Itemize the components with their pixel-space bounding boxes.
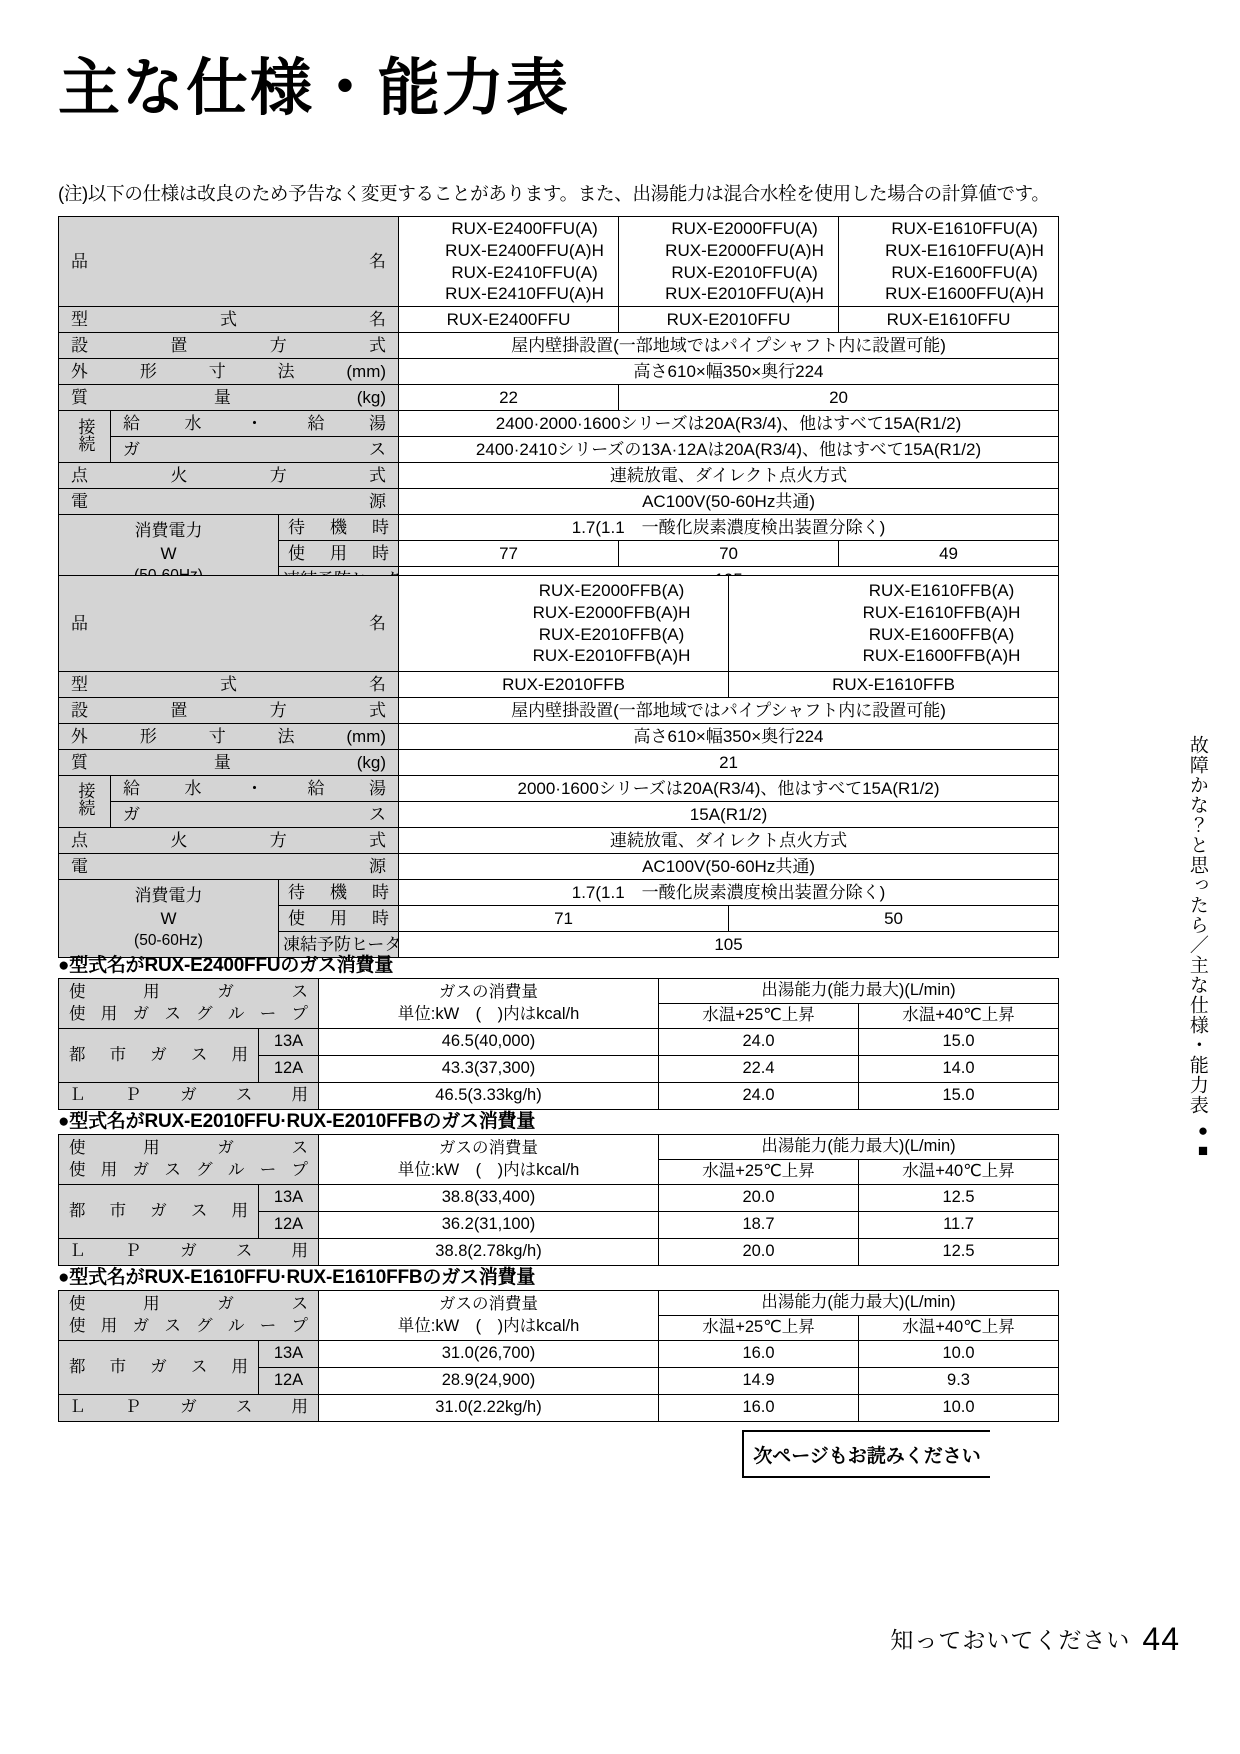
- gas-consumption-value: 43.3(37,300): [319, 1056, 659, 1083]
- hdr-group-h: プ: [291, 1316, 308, 1335]
- product-name: RUX-E1600FFU(A)H: [885, 284, 1044, 304]
- table-row: [59, 333, 1059, 359]
- product-name: RUX-E2410FFU(A)H: [445, 284, 604, 304]
- gas-consumption-value: 31.0(2.22kg/h): [319, 1395, 659, 1422]
- label-product-name-a: 品: [71, 613, 88, 633]
- hdr-gas-a: 使: [69, 1139, 86, 1158]
- side-chapter-label: 故障かな？と思ったら／主な仕様・能力表: [1186, 735, 1208, 1115]
- capacity-40-value: 9.3: [859, 1368, 1059, 1395]
- product-list-col2: [619, 217, 839, 307]
- label-install-d: 式: [369, 700, 387, 720]
- hdr-group-f: ル: [227, 1004, 245, 1023]
- next-page-callout: [742, 1430, 1020, 1478]
- hdr-group-e: グ: [196, 1316, 213, 1335]
- capacity-25-value: 16.0: [659, 1395, 859, 1422]
- label-gas-a: ガ: [123, 804, 140, 824]
- label-power-a: 電: [71, 856, 88, 876]
- freeze-heater-value: 105: [399, 932, 1059, 958]
- label-install-b: 置: [170, 700, 188, 720]
- label-product-name-a: 品: [71, 251, 88, 271]
- capacity-40-value: 15.0: [859, 1029, 1059, 1056]
- gas-consumption-value: 46.5(3.33kg/h): [319, 1083, 659, 1110]
- lbl-citygas-a: 都: [69, 1045, 86, 1064]
- lbl-citygas-d: ス: [190, 1357, 208, 1376]
- label-gas-b: ス: [369, 804, 387, 824]
- label-inuse-b: 用: [330, 908, 348, 928]
- product-name: RUX-E2400FFU(A)H: [445, 240, 604, 260]
- hdr-temp25: 水温+25℃上昇: [659, 1004, 859, 1029]
- label-power-a: 電: [71, 491, 88, 511]
- label-install-d: 式: [369, 335, 387, 355]
- hdr-gas-c: ガ: [217, 983, 234, 1002]
- spec-table-ffb: [58, 575, 1059, 958]
- label-install-a: 設: [71, 335, 88, 355]
- label-inuse-c: 時: [372, 908, 390, 928]
- hdr-consumption-line1: ガスの消費量: [439, 1295, 538, 1314]
- hdr-consumption: [319, 979, 659, 1029]
- product-name: RUX-E2010FFB(A)H: [532, 646, 691, 666]
- dimensions-value: 高さ610×幅350×奥行224: [399, 359, 1059, 385]
- gas-connection-value: 15A(R1/2): [399, 802, 1059, 828]
- label-dim-d: 法: [277, 726, 295, 746]
- lbl-lpgas-c: ガ: [180, 1398, 197, 1417]
- product-name: RUX-E1600FFU(A): [891, 262, 1038, 282]
- gas-consumption-value: 38.8(33,400): [319, 1185, 659, 1212]
- table-row: [59, 385, 1059, 411]
- label-model-b: 式: [220, 674, 238, 694]
- hdr-gas-b: 用: [143, 1139, 160, 1158]
- gas-group: 12A: [259, 1368, 319, 1395]
- capacity-40-value: 14.0: [859, 1056, 1059, 1083]
- standby-value: 1.7(1.1 一酸化炭素濃度検出装置分除く): [399, 515, 1059, 541]
- gas-consumption-value: 38.8(2.78kg/h): [319, 1239, 659, 1266]
- label-dim-a: 外: [71, 726, 88, 746]
- capacity-25-value: 14.9: [659, 1368, 859, 1395]
- power-source-value: AC100V(50-60Hz共通): [399, 489, 1059, 515]
- capacity-25-value: 20.0: [659, 1185, 859, 1212]
- hdr-consumption-line2: 単位:kW ( )内はkcal/h: [397, 1004, 580, 1023]
- label-dim-a: 外: [71, 361, 88, 381]
- table-row: [59, 776, 1059, 802]
- table-row: [59, 307, 1059, 333]
- lbl-citygas-e: 用: [231, 1045, 248, 1064]
- model-name-value: RUX-E2010FFB: [399, 672, 729, 698]
- product-list-col2: [729, 576, 1059, 672]
- label-product-name-b: 名: [369, 613, 387, 633]
- capacity-25-value: 18.7: [659, 1212, 859, 1239]
- lbl-lpgas-e: 用: [291, 1086, 308, 1105]
- gas-group: 13A: [259, 1341, 319, 1368]
- label-water-b: 水: [184, 413, 202, 433]
- label-inuse-b: 用: [330, 543, 348, 563]
- gas-consumption-table-1: [58, 978, 1059, 1110]
- hdr-gas-d: ス: [291, 1295, 308, 1314]
- label-water-d: 給: [307, 778, 325, 798]
- inuse-value: 77: [399, 541, 619, 567]
- label-connection: 接続: [75, 781, 95, 816]
- capacity-40-value: 12.5: [859, 1239, 1059, 1266]
- label-weight-b: 量: [213, 387, 231, 407]
- label-install-c: 方: [269, 335, 287, 355]
- product-name: RUX-E2010FFU(A)H: [665, 284, 824, 304]
- side-chapter-marks: [1186, 1121, 1220, 1160]
- label-dim-unit: (mm): [346, 726, 387, 746]
- label-dim-b: 形: [139, 726, 157, 746]
- hdr-group-g: ー: [259, 1004, 277, 1023]
- capacity-40-value: 10.0: [859, 1395, 1059, 1422]
- ignition-value: 連続放電、ダイレクト点火方式: [399, 463, 1059, 489]
- hdr-temp25: 水温+25℃上昇: [659, 1160, 859, 1185]
- label-install-a: 設: [71, 700, 88, 720]
- hdr-group-b: 用: [100, 1004, 118, 1023]
- page-number: 44: [1142, 1621, 1180, 1657]
- product-name: RUX-E2010FFB(A): [538, 624, 685, 644]
- lbl-lpgas-d: ス: [235, 1398, 253, 1417]
- capacity-40-value: 15.0: [859, 1083, 1059, 1110]
- power-source-value: AC100V(50-60Hz共通): [399, 854, 1059, 880]
- hdr-group-h: プ: [291, 1004, 308, 1023]
- label-ign-c: 方: [269, 830, 287, 850]
- lbl-lpgas-b: Ｐ: [124, 1398, 142, 1417]
- product-list-col1: [399, 217, 619, 307]
- label-power-b: 源: [369, 491, 387, 511]
- hdr-temp40: 水温+40℃上昇: [859, 1316, 1059, 1341]
- lbl-lpgas-d: ス: [235, 1086, 253, 1105]
- table-row: [59, 437, 1059, 463]
- label-consumption-unit: W: [160, 544, 177, 564]
- hdr-group-d: ス: [164, 1004, 181, 1023]
- hdr-group-f: ル: [227, 1316, 245, 1335]
- model-name-value: RUX-E2400FFU: [399, 307, 619, 333]
- label-water-a: 給: [123, 413, 140, 433]
- lbl-lpgas-d: ス: [235, 1242, 253, 1261]
- product-name: RUX-E1610FFB(A): [868, 581, 1015, 600]
- hdr-group-h: プ: [291, 1160, 308, 1179]
- table-row: [59, 854, 1059, 880]
- page-footer: [890, 1621, 1180, 1658]
- table-row: [59, 1341, 1059, 1368]
- lbl-lpgas-c: ガ: [180, 1086, 197, 1105]
- gas-consumption-value: 46.5(40,000): [319, 1029, 659, 1056]
- lbl-citygas-d: ス: [190, 1201, 208, 1220]
- hdr-consumption: [319, 1291, 659, 1341]
- gas-group: 13A: [259, 1185, 319, 1212]
- install-method-value: 屋内壁掛設置(一部地域ではパイプシャフト内に設置可能): [399, 698, 1059, 724]
- hdr-consumption: [319, 1135, 659, 1185]
- side-chapter-tab: [1186, 735, 1220, 1160]
- label-weight-a: 質: [71, 387, 88, 407]
- label-ign-b: 火: [170, 830, 188, 850]
- lbl-citygas-d: ス: [190, 1045, 208, 1064]
- hdr-gas-b: 用: [143, 983, 160, 1002]
- label-consumption: 消費電力: [134, 521, 203, 541]
- hdr-temp25: 水温+25℃上昇: [659, 1316, 859, 1341]
- hdr-group-e: グ: [196, 1004, 213, 1023]
- hdr-group-d: ス: [164, 1316, 181, 1335]
- circle-bullet-icon: ●: [1197, 1121, 1209, 1140]
- label-standby-b: 機: [330, 517, 348, 537]
- product-name: RUX-E1610FFU(A): [891, 219, 1038, 238]
- product-name: RUX-E2010FFU(A): [671, 262, 818, 282]
- capacity-25-value: 24.0: [659, 1029, 859, 1056]
- capacity-25-value: 22.4: [659, 1056, 859, 1083]
- hdr-gas-d: ス: [291, 1139, 308, 1158]
- label-ign-d: 式: [369, 830, 387, 850]
- spec-table-ffu: [58, 216, 1059, 593]
- label-gas-b: ス: [369, 439, 387, 459]
- label-dim-unit: (mm): [346, 361, 387, 381]
- hdr-consumption-line2: 単位:kW ( )内はkcal/h: [397, 1316, 580, 1335]
- hdr-gas-a: 使: [69, 1295, 86, 1314]
- label-weight-unit: (kg): [356, 387, 387, 407]
- table-row: [59, 828, 1059, 854]
- label-consumption-hz: (50-60Hz): [134, 931, 203, 949]
- table-row: [59, 979, 1059, 1004]
- product-name: RUX-E2000FFU(A)H: [665, 240, 824, 260]
- gas-table-heading-3: ●型式名がRUX-E1610FFU·RUX-E1610FFBのガス消費量: [58, 1267, 536, 1288]
- inuse-value: 50: [729, 906, 1059, 932]
- capacity-25-value: 24.0: [659, 1083, 859, 1110]
- label-ign-a: 点: [71, 465, 88, 485]
- lbl-lpgas-a: Ｌ: [69, 1242, 86, 1261]
- model-name-value: RUX-E1610FFU: [839, 307, 1059, 333]
- lbl-citygas-a: 都: [69, 1201, 86, 1220]
- table-row: [59, 724, 1059, 750]
- product-name: RUX-E2000FFB(A)H: [532, 602, 691, 622]
- hdr-group-g: ー: [259, 1316, 277, 1335]
- model-name-value: RUX-E2010FFU: [619, 307, 839, 333]
- gas-consumption-table-3: [58, 1290, 1059, 1422]
- gas-table-heading-1: ●型式名がRUX-E2400FFUのガス消費量: [58, 955, 394, 976]
- weight-value: 21: [399, 750, 1059, 776]
- table-row: [59, 217, 1059, 307]
- inuse-value: 70: [619, 541, 839, 567]
- table-row: [59, 1291, 1059, 1316]
- lbl-citygas-e: 用: [231, 1201, 248, 1220]
- table-row: [59, 1029, 1059, 1056]
- label-standby-c: 時: [372, 517, 390, 537]
- water-hot-value: 2000·1600シリーズは20A(R3/4)、他はすべて15A(R1/2): [399, 776, 1059, 802]
- label-standby-b: 機: [330, 882, 348, 902]
- label-water-c: ・: [246, 413, 263, 433]
- label-inuse-c: 時: [372, 543, 390, 563]
- capacity-40-value: 11.7: [859, 1212, 1059, 1239]
- table-row: [59, 672, 1059, 698]
- label-install-c: 方: [269, 700, 287, 720]
- label-power-b: 源: [369, 856, 387, 876]
- hdr-capacity: 出湯能力(能力最大)(L/min): [659, 1135, 1059, 1160]
- inuse-value: 71: [399, 906, 729, 932]
- product-name: RUX-E2000FFU(A): [671, 219, 818, 238]
- label-inuse-a: 使: [288, 908, 305, 928]
- label-dim-c: 寸: [208, 361, 226, 381]
- table-row: [59, 489, 1059, 515]
- table-row: [59, 698, 1059, 724]
- hdr-group-c: ガ: [132, 1004, 150, 1023]
- product-name: RUX-E1610FFB(A)H: [862, 602, 1021, 622]
- dimensions-value: 高さ610×幅350×奥行224: [399, 724, 1059, 750]
- label-water-e: 湯: [369, 413, 386, 433]
- label-model-a: 型: [71, 309, 88, 329]
- footer-chapter-label: 知っておいてください: [890, 1627, 1131, 1653]
- gas-connection-value: 2400·2410シリーズの13A·12Aは20A(R3/4)、他はすべて15A(R1/2): [399, 437, 1059, 463]
- hdr-group-c: ガ: [132, 1316, 150, 1335]
- table-row: [59, 880, 1059, 906]
- label-model-a: 型: [71, 674, 88, 694]
- label-water-b: 水: [184, 778, 202, 798]
- label-water-e: 湯: [369, 778, 386, 798]
- lbl-citygas-c: ガ: [150, 1201, 167, 1220]
- hdr-group-c: ガ: [132, 1160, 150, 1179]
- table-row: [59, 1185, 1059, 1212]
- label-consumption: 消費電力: [134, 886, 203, 906]
- weight-value: 20: [619, 385, 1059, 411]
- hdr-temp40: 水温+40℃上昇: [859, 1004, 1059, 1029]
- lbl-lpgas-a: Ｌ: [69, 1086, 86, 1105]
- label-standby-a: 待: [288, 517, 305, 537]
- product-name: RUX-E1600FFB(A)H: [862, 646, 1021, 666]
- table-row: [59, 359, 1059, 385]
- hdr-group-a: 使: [69, 1004, 86, 1023]
- lbl-citygas-a: 都: [69, 1357, 86, 1376]
- hdr-temp40: 水温+40℃上昇: [859, 1160, 1059, 1185]
- model-name-value: RUX-E1610FFB: [729, 672, 1059, 698]
- hdr-gas-d: ス: [291, 983, 308, 1002]
- table-row: [59, 1395, 1059, 1422]
- hdr-gas-c: ガ: [217, 1295, 234, 1314]
- product-list-col1: [399, 576, 729, 672]
- water-hot-value: 2400·2000·1600シリーズは20A(R3/4)、他はすべて15A(R1/2): [399, 411, 1059, 437]
- hdr-group-d: ス: [164, 1160, 181, 1179]
- label-weight-a: 質: [71, 752, 88, 772]
- hdr-gas-b: 用: [143, 1295, 160, 1314]
- disclaimer-note: (注)以下の仕様は改良のため予告なく変更することがあります。また、出湯能力は混合水栓を使用した場合の計算値です。: [58, 183, 1050, 204]
- lbl-citygas-b: 市: [109, 1045, 127, 1064]
- hdr-capacity: 出湯能力(能力最大)(L/min): [659, 979, 1059, 1004]
- label-model-b: 式: [220, 309, 238, 329]
- label-ign-c: 方: [269, 465, 287, 485]
- hdr-consumption-line1: ガスの消費量: [439, 1139, 538, 1158]
- lbl-citygas-c: ガ: [150, 1045, 167, 1064]
- label-weight-b: 量: [213, 752, 231, 772]
- gas-consumption-value: 31.0(26,700): [319, 1341, 659, 1368]
- hdr-group-a: 使: [69, 1160, 86, 1179]
- label-weight-unit: (kg): [356, 752, 387, 772]
- table-row: [59, 802, 1059, 828]
- lbl-lpgas-b: Ｐ: [124, 1086, 142, 1105]
- label-model-c: 名: [369, 309, 387, 329]
- label-dim-c: 寸: [208, 726, 226, 746]
- label-ign-d: 式: [369, 465, 387, 485]
- gas-table-heading-2: ●型式名がRUX-E2010FFU·RUX-E2010FFBのガス消費量: [58, 1111, 536, 1132]
- gas-group: 12A: [259, 1212, 319, 1239]
- gas-consumption-value: 28.9(24,900): [319, 1368, 659, 1395]
- label-water-d: 給: [307, 413, 325, 433]
- product-name: RUX-E1610FFU(A)H: [885, 240, 1044, 260]
- hdr-group-e: グ: [196, 1160, 213, 1179]
- hdr-group-a: 使: [69, 1316, 86, 1335]
- ignition-value: 連続放電、ダイレクト点火方式: [399, 828, 1059, 854]
- capacity-25-value: 20.0: [659, 1239, 859, 1266]
- label-dim-b: 形: [139, 361, 157, 381]
- product-name: RUX-E2400FFU(A): [451, 219, 598, 238]
- product-name: RUX-E2000FFB(A): [538, 581, 685, 600]
- hdr-group-f: ル: [227, 1160, 245, 1179]
- lbl-lpgas-c: ガ: [180, 1242, 197, 1261]
- label-water-c: ・: [246, 778, 263, 798]
- install-method-value: 屋内壁掛設置(一部地域ではパイプシャフト内に設置可能): [399, 333, 1059, 359]
- label-consumption-unit: W: [160, 909, 177, 929]
- label-ign-b: 火: [170, 465, 188, 485]
- product-name: RUX-E2410FFU(A): [451, 262, 598, 282]
- lbl-lpgas-e: 用: [291, 1398, 308, 1417]
- table-row: [59, 576, 1059, 672]
- hdr-capacity: 出湯能力(能力最大)(L/min): [659, 1291, 1059, 1316]
- hdr-group-g: ー: [259, 1160, 277, 1179]
- hdr-gas-a: 使: [69, 983, 86, 1002]
- label-standby-c: 時: [372, 882, 390, 902]
- table-row: [59, 463, 1059, 489]
- label-standby-a: 待: [288, 882, 305, 902]
- label-dim-d: 法: [277, 361, 295, 381]
- label-product-name-b: 名: [369, 251, 387, 271]
- table-row: [59, 750, 1059, 776]
- page-title: 主な仕様・能力表: [58, 54, 571, 123]
- hdr-gas-c: ガ: [217, 1139, 234, 1158]
- lbl-citygas-e: 用: [231, 1357, 248, 1376]
- weight-value: 22: [399, 385, 619, 411]
- product-list-col3: [839, 217, 1059, 307]
- label-gas-a: ガ: [123, 439, 140, 459]
- table-row: [59, 411, 1059, 437]
- gas-consumption-value: 36.2(31,100): [319, 1212, 659, 1239]
- label-connection: 接続: [75, 417, 95, 452]
- gas-group: 12A: [259, 1056, 319, 1083]
- label-water-a: 給: [123, 778, 140, 798]
- label-freeze-heater: 凍結予防ヒータ: [279, 932, 399, 958]
- lbl-citygas-b: 市: [109, 1357, 127, 1376]
- capacity-40-value: 10.0: [859, 1341, 1059, 1368]
- hdr-consumption-line2: 単位:kW ( )内はkcal/h: [397, 1160, 580, 1179]
- hdr-group-b: 用: [100, 1316, 118, 1335]
- lbl-lpgas-b: Ｐ: [124, 1242, 142, 1261]
- gas-group: 13A: [259, 1029, 319, 1056]
- table-row: [59, 1135, 1059, 1160]
- lbl-lpgas-a: Ｌ: [69, 1398, 86, 1417]
- square-bullet-icon: ■: [1197, 1140, 1209, 1160]
- capacity-25-value: 16.0: [659, 1341, 859, 1368]
- inuse-value: 49: [839, 541, 1059, 567]
- label-install-b: 置: [170, 335, 188, 355]
- label-inuse-a: 使: [288, 543, 305, 563]
- label-model-c: 名: [369, 674, 387, 694]
- next-page-label: 次ページもお読みください: [742, 1430, 990, 1478]
- label-ign-a: 点: [71, 830, 88, 850]
- standby-value: 1.7(1.1 一酸化炭素濃度検出装置分除く): [399, 880, 1059, 906]
- lbl-lpgas-e: 用: [291, 1242, 308, 1261]
- table-row: [59, 515, 1059, 541]
- capacity-40-value: 12.5: [859, 1185, 1059, 1212]
- hdr-consumption-line1: ガスの消費量: [439, 983, 538, 1002]
- lbl-citygas-c: ガ: [150, 1357, 167, 1376]
- lbl-citygas-b: 市: [109, 1201, 127, 1220]
- hdr-group-b: 用: [100, 1160, 118, 1179]
- product-name: RUX-E1600FFB(A): [868, 624, 1015, 644]
- gas-consumption-table-2: [58, 1134, 1059, 1266]
